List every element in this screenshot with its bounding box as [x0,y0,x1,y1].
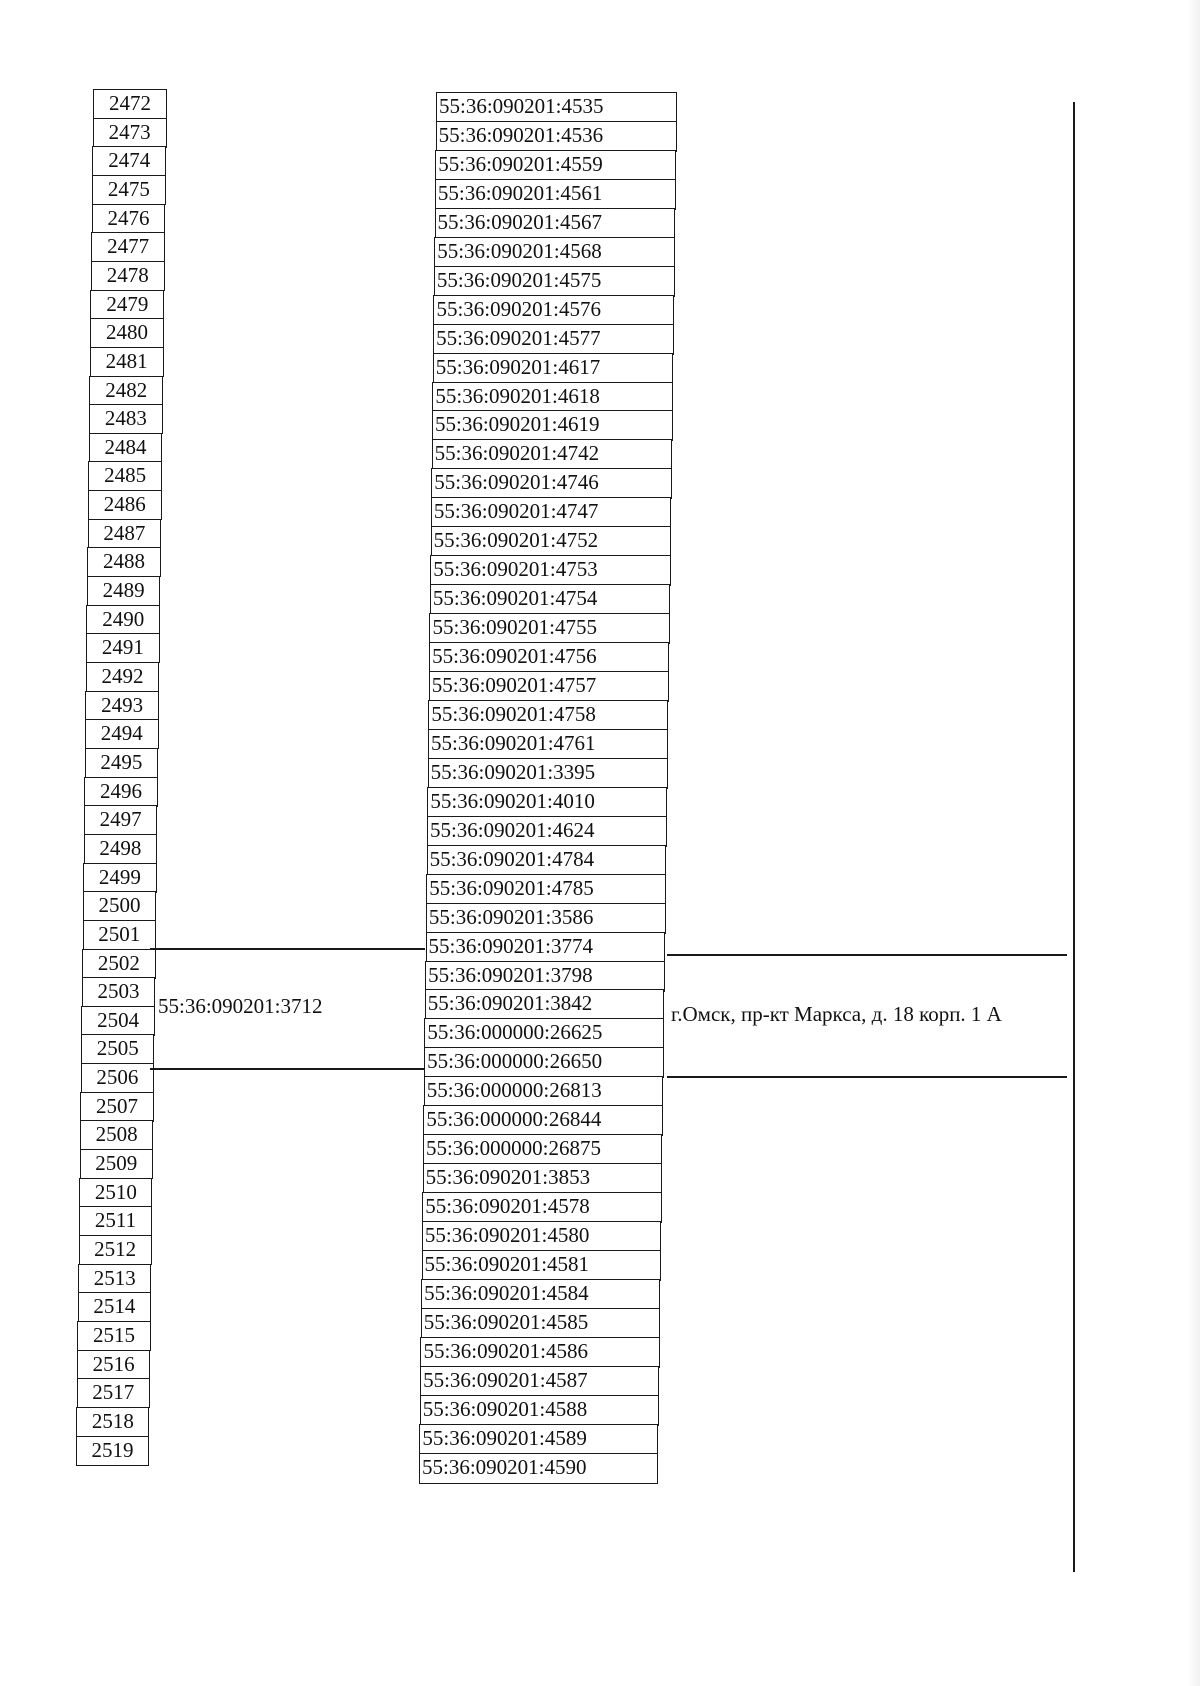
row-number-cell: 2487 [88,519,162,549]
cadastral-number-cell: 55:36:090201:4577 [433,324,674,355]
row-number-cell: 2473 [93,118,167,148]
cadastral-number-cell: 55:36:090201:4561 [435,179,676,210]
row-number-cell: 2476 [92,204,166,234]
group-top-rule-right [667,954,1067,956]
cadastral-number-cell: 55:36:090201:4784 [427,845,667,876]
cadastral-number-cell: 55:36:090201:4785 [426,874,666,905]
cadastral-number-cell: 55:36:090201:3586 [426,903,666,934]
cadastral-number-cell: 55:36:090201:4590 [419,1453,658,1484]
row-number-cell: 2500 [83,891,156,921]
row-number-cell: 2518 [76,1407,149,1437]
row-number-cell: 2492 [86,662,160,692]
row-number-cell: 2515 [77,1321,150,1351]
row-number-cell: 2475 [92,175,166,205]
cadastral-number-cell: 55:36:090201:3798 [425,961,665,992]
cadastral-number-cell: 55:36:090201:4567 [435,208,676,239]
row-number-cell: 2512 [79,1235,152,1265]
row-number-cell: 2494 [85,719,159,749]
cadastral-number-cell: 55:36:000000:26844 [423,1105,663,1136]
cadastral-number-cell: 55:36:090201:4559 [435,150,676,181]
cadastral-number-cell: 55:36:090201:4617 [433,353,674,384]
cadastral-number-cell: 55:36:090201:4757 [429,671,669,702]
cadastral-number-cell: 55:36:090201:4756 [429,642,669,673]
right-border-line [1073,102,1075,1572]
row-number-cell: 2493 [85,691,159,721]
cadastral-number-cell: 55:36:090201:4586 [420,1337,659,1368]
row-number-cell: 2472 [93,89,167,119]
cadastral-number-cell: 55:36:000000:26813 [424,1076,664,1107]
row-number-cell: 2505 [81,1034,154,1064]
row-number-cell: 2516 [77,1350,150,1380]
row-number-cell: 2503 [82,977,155,1007]
cadastral-number-cell: 55:36:090201:4535 [436,92,677,123]
row-number-cell: 2504 [81,1006,154,1036]
cadastral-number-cell: 55:36:090201:4588 [420,1395,659,1426]
cadastral-number-cell: 55:36:090201:4568 [434,237,675,268]
row-number-cell: 2499 [83,863,156,893]
row-number-cell: 2480 [90,318,164,348]
row-number-cell: 2483 [89,404,163,434]
cadastral-number-cell: 55:36:090201:4589 [419,1424,658,1455]
object-address: г.Омск, пр-кт Маркса, д. 18 корп. 1 А [671,1002,1002,1026]
cadastral-number-cell: 55:36:090201:4584 [421,1279,660,1310]
cadastral-number-cell: 55:36:000000:26625 [424,1018,664,1049]
cadastral-number-cell: 55:36:090201:3842 [425,989,665,1020]
row-number-cell: 2479 [90,290,164,320]
row-number-cell: 2519 [76,1436,149,1466]
row-number-cell: 2513 [78,1264,151,1294]
cadastral-number-cell: 55:36:090201:4752 [431,526,671,557]
row-number-cell: 2497 [84,805,157,835]
cadastral-number-cell: 55:36:090201:4758 [428,700,668,731]
group-bottom-rule-right [667,1076,1067,1078]
row-number-cell: 2495 [85,748,159,778]
row-number-cell: 2477 [91,232,165,262]
parent-cadastral-number: 55:36:090201:3712 [158,994,323,1018]
row-number-cell: 2496 [84,777,157,807]
row-number-cell: 2510 [79,1178,152,1208]
group-top-rule-left [150,948,425,950]
cadastral-number-cell: 55:36:090201:4761 [428,729,668,760]
cadastral-number-cell: 55:36:090201:4755 [429,613,669,644]
cadastral-number-cell: 55:36:090201:4753 [430,555,670,586]
cadastral-number-cell: 55:36:090201:4581 [422,1250,661,1281]
row-number-cell: 2502 [82,949,155,979]
row-number-cell: 2498 [84,834,157,864]
row-number-cell: 2507 [80,1092,153,1122]
cadastral-number-cell: 55:36:090201:4010 [427,787,667,818]
cadastral-number-cell: 55:36:090201:4587 [420,1366,659,1397]
cadastral-number-cell: 55:36:090201:4742 [432,439,672,470]
row-number-cell: 2478 [91,261,165,291]
cadastral-number-cell: 55:36:090201:4747 [431,497,671,528]
row-number-cell: 2508 [80,1120,153,1150]
group-bottom-rule-left [150,1068,425,1070]
row-number-cell: 2517 [77,1378,150,1408]
cadastral-number-cell: 55:36:090201:4618 [432,382,673,413]
cadastral-number-cell: 55:36:090201:3774 [426,932,666,963]
cadastral-number-cell: 55:36:090201:4575 [434,266,675,297]
row-number-cell: 2506 [81,1063,154,1093]
cadastral-number-cell: 55:36:090201:4576 [433,295,674,326]
cadastral-number-cell: 55:36:090201:4580 [422,1221,661,1252]
cadastral-number-cell: 55:36:000000:26875 [423,1134,662,1165]
cadastral-number-cell: 55:36:090201:3395 [428,758,668,789]
row-number-cell: 2486 [88,490,162,520]
cadastral-number-cell: 55:36:090201:4619 [432,410,673,441]
row-number-cell: 2490 [86,605,160,635]
row-number-cell: 2514 [78,1292,151,1322]
row-number-cell: 2501 [83,920,156,950]
cadastral-number-cell: 55:36:090201:4754 [430,584,670,615]
row-number-cell: 2485 [88,461,162,491]
cadastral-number-cell: 55:36:090201:4536 [436,121,677,152]
cadastral-number-cell: 55:36:090201:4578 [422,1192,661,1223]
row-number-cell: 2474 [92,146,166,176]
row-number-cell: 2488 [87,547,161,577]
cadastral-number-cell: 55:36:090201:4746 [431,468,671,499]
row-number-cell: 2509 [80,1149,153,1179]
row-number-cell: 2482 [89,376,163,406]
cadastral-number-cell: 55:36:090201:4624 [427,816,667,847]
cadastral-number-cell: 55:36:000000:26650 [424,1047,664,1078]
row-number-cell: 2511 [79,1206,152,1236]
row-number-cell: 2489 [87,576,161,606]
scan-edge [1188,0,1200,1686]
row-number-cell: 2491 [86,633,160,663]
cadastral-number-cell: 55:36:090201:3853 [423,1163,662,1194]
row-number-cell: 2484 [89,433,163,463]
cadastral-number-cell: 55:36:090201:4585 [421,1308,660,1339]
row-number-cell: 2481 [90,347,164,377]
